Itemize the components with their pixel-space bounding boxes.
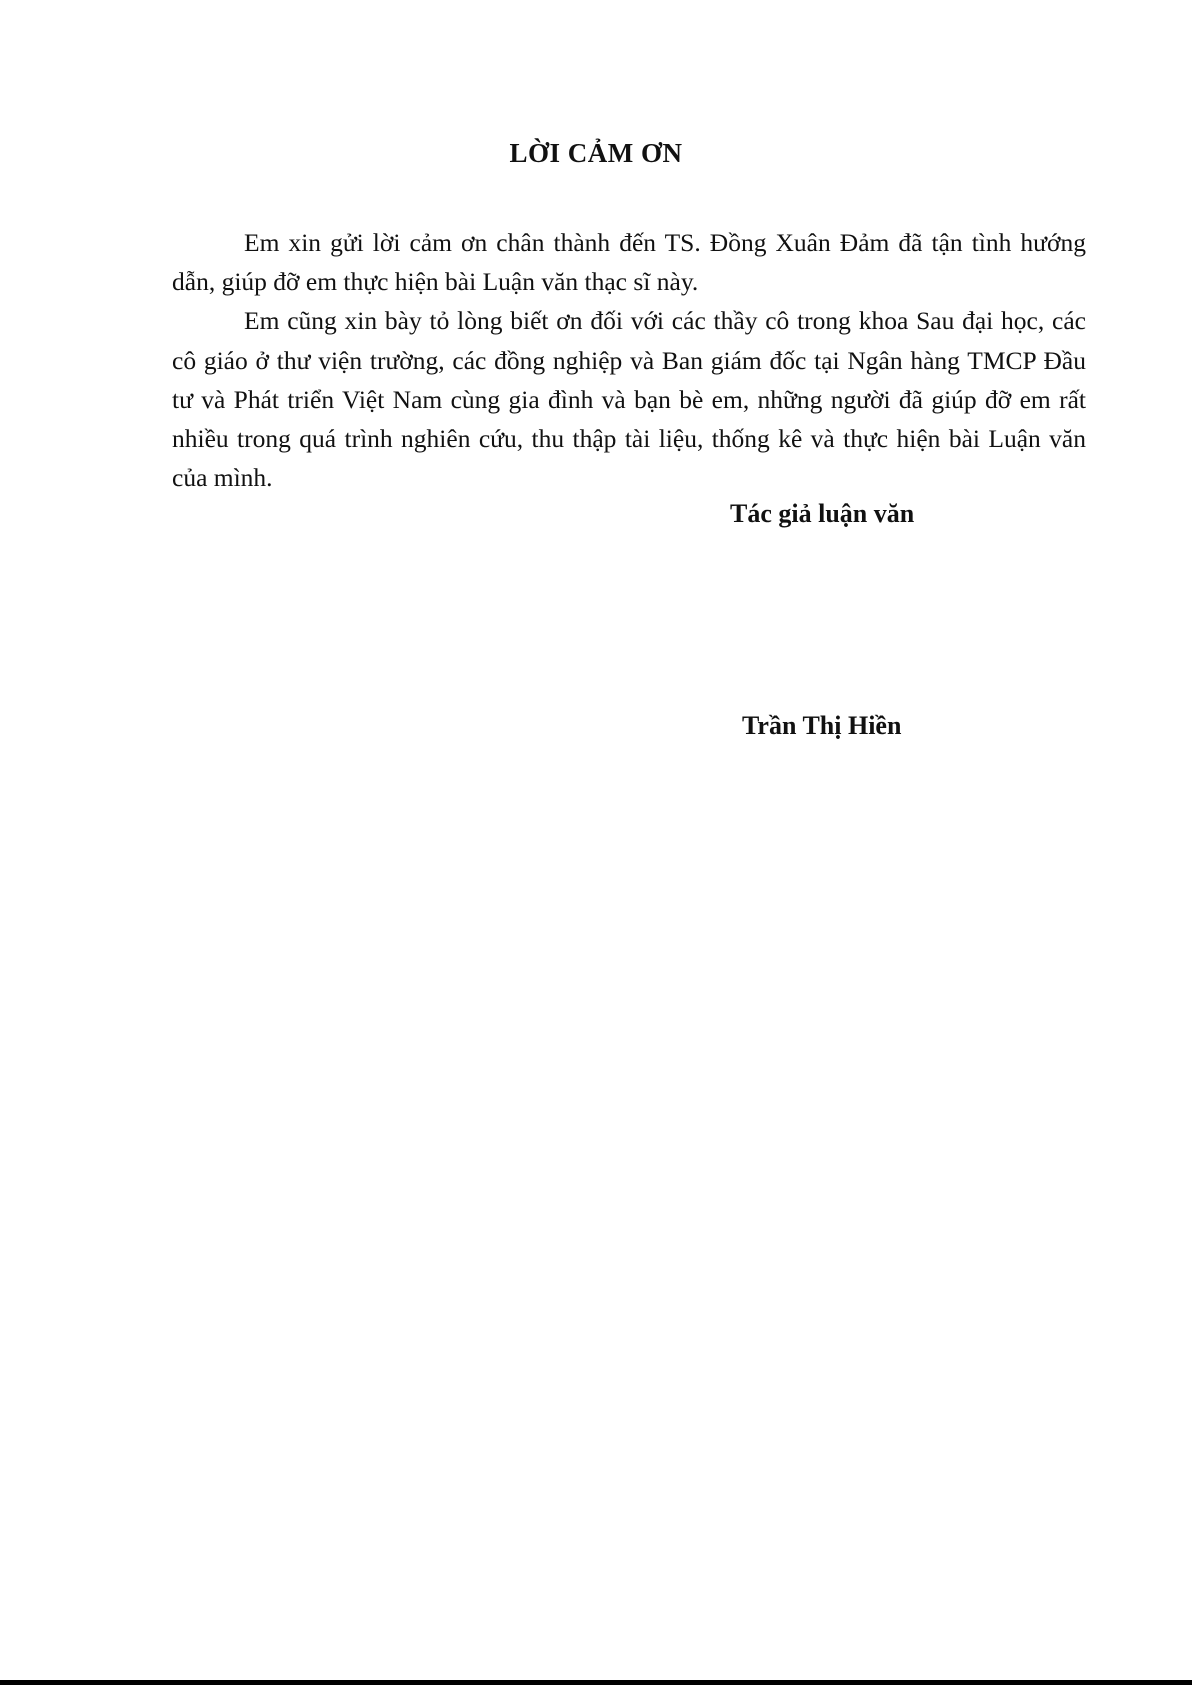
paragraph-2: Em cũng xin bày tỏ lòng biết ơn đối với các thầy cô trong khoa Sau đại học, các cô giáo ở thư viện trường, các đồng nghiệp và Ban giám đốc tại Ngân hàng TMCP Đầu tư và Phát triển Việt Nam cùng gia đình và bạn bè em, những người đã giúp đỡ em rất nhiều trong quá trình nghiên cứu, thu thập tài liệu, thống kê và thực hiện bài Luận văn của mình. (172, 306, 1086, 493)
signature-name: Trần Thị Hiền (742, 711, 902, 740)
acknowledgement-body (172, 223, 1086, 497)
signature-role: Tác giả luận văn (730, 499, 915, 528)
page-title: LỜI CẢM ƠN (509, 138, 683, 168)
paragraph-1: Em xin gửi lời cảm ơn chân thành đến TS. Đồng Xuân Đảm đã tận tình hướng dẫn, giúp đỡ em thực hiện bài Luận văn thạc sĩ này. (172, 228, 1086, 297)
page-bottom-divider (0, 1680, 1192, 1685)
